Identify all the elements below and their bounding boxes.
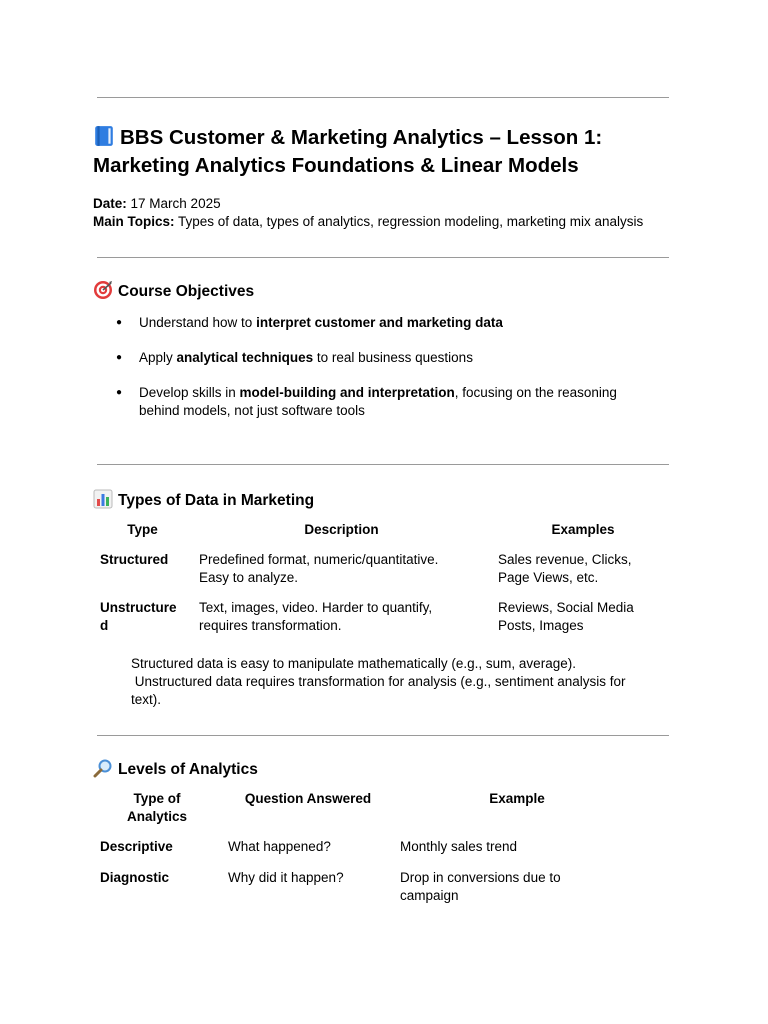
data-types-note bbox=[131, 655, 641, 709]
table-cell: Sales revenue, Clicks, Page Views, etc. bbox=[498, 552, 632, 585]
column-header: Question Answered bbox=[244, 791, 372, 806]
item-text: to real business questions bbox=[313, 350, 473, 365]
list-item bbox=[116, 314, 656, 332]
table-cell: Predefined format, numeric/quantitative. Easy to analyze. bbox=[199, 552, 439, 585]
title-text: BBS Customer & Marketing Analytics – Lesson 1: Marketing Analytics Foundations & Linear Models bbox=[93, 126, 603, 177]
divider bbox=[97, 257, 669, 258]
column-header: Examples bbox=[551, 522, 615, 537]
topics-label: Main Topics: bbox=[93, 214, 175, 229]
divider bbox=[97, 97, 669, 98]
section-heading-text: Course Objectives bbox=[118, 283, 255, 300]
column-header: Type of Analytics bbox=[126, 791, 188, 824]
page-title bbox=[93, 124, 693, 180]
topics-value: Types of data, types of analytics, regression modeling, marketing mix analysis bbox=[178, 214, 644, 229]
item-text: Develop skills in bbox=[139, 385, 240, 400]
item-bold-text: interpret customer and marketing data bbox=[256, 315, 503, 330]
item-text: , focusing on the reasoning behind models, not just software tools bbox=[139, 385, 617, 418]
section-heading-analytics-levels bbox=[93, 758, 258, 780]
section-heading-objectives bbox=[93, 280, 254, 302]
list-item bbox=[116, 349, 656, 367]
item-bold-text: analytical techniques bbox=[176, 350, 314, 365]
table-cell: Reviews, Social Media Posts, Images bbox=[498, 600, 634, 633]
table-cell: Drop in conversions due to campaign bbox=[400, 870, 561, 903]
column-header: Type bbox=[127, 522, 158, 537]
item-text: Apply bbox=[139, 350, 177, 365]
note-line: Structured data is easy to manipulate mathematically (e.g., sum, average). bbox=[131, 656, 576, 671]
table-row-header: Structured bbox=[100, 552, 169, 567]
section-heading-data-types bbox=[93, 489, 314, 511]
blue-book-icon bbox=[93, 125, 115, 147]
date-label: Date: bbox=[93, 196, 127, 211]
table-cell: Monthly sales trend bbox=[400, 839, 518, 854]
item-text: Understand how to bbox=[139, 315, 257, 330]
note-line: Unstructured data requires transformation for analysis (e.g., sentiment analysis for text). bbox=[131, 674, 630, 707]
divider bbox=[97, 464, 669, 465]
table-cell: What happened? bbox=[228, 839, 331, 854]
table-row-header: Diagnostic bbox=[100, 870, 170, 885]
date-line bbox=[93, 195, 221, 213]
table-row-header: Descriptive bbox=[100, 839, 173, 854]
date-value: 17 March 2025 bbox=[130, 196, 221, 211]
table-row-header: Unstructured bbox=[100, 600, 177, 633]
list-item bbox=[116, 384, 656, 420]
column-header: Example bbox=[489, 791, 545, 806]
table-cell: Why did it happen? bbox=[228, 870, 344, 885]
section-heading-text: Types of Data in Marketing bbox=[118, 492, 315, 509]
topics-line bbox=[93, 213, 643, 231]
table-cell: Text, images, video. Harder to quantify, requires transformation. bbox=[199, 600, 433, 633]
target-icon bbox=[93, 280, 113, 300]
objectives-list bbox=[116, 314, 656, 437]
item-bold-text: model-building and interpretation bbox=[239, 385, 455, 400]
bar-chart-icon bbox=[93, 489, 113, 509]
divider bbox=[97, 735, 669, 736]
section-heading-text: Levels of Analytics bbox=[118, 761, 258, 778]
column-header: Description bbox=[304, 522, 379, 537]
magnifier-icon bbox=[93, 758, 113, 778]
